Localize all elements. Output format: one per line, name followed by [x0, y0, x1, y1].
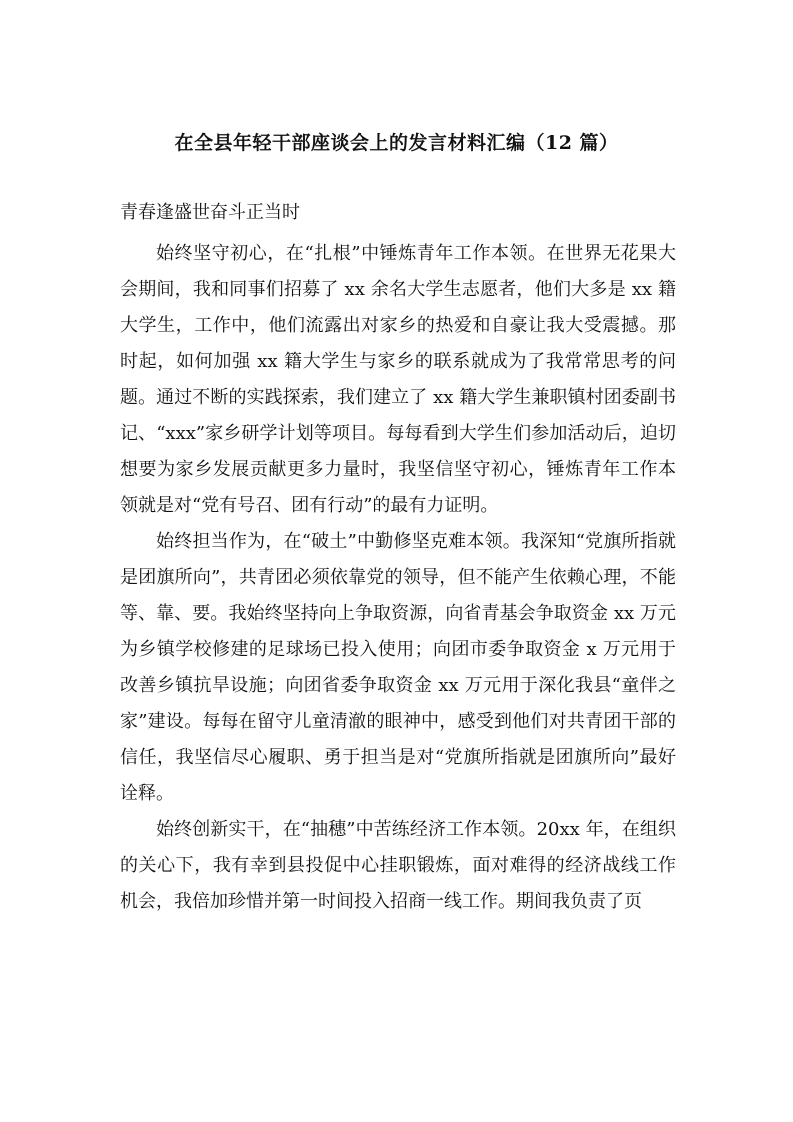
body-paragraph: 始终坚守初心，在“扎根”中锤炼青年工作本领。在世界无花果大会期间，我和同事们招募了 xx 余名大学生志愿者，他们大多是 xx 籍大学生，工作中，他们流露出对家乡的热爱和自豪让我大受震撼。那时起，如何加强 xx 籍大学生与家乡的联系就成为了我常常思考的问题。通过不断的实践探索，我们建立了 xx 籍大学生兼职镇村团委副书记、“xxx”家乡研学计划等项目。每每看到大学生们参加活动后，迫切想要为家乡发展贡献更多力量时，我坚信坚守初心，锤炼青年工作本领就是对“党有号召、团有行动”的最有力证明。	[120, 243, 676, 516]
body-paragraph: 始终担当作为，在“破土”中勤修坚克难本领。我深知“党旗所指就是团旗所向”，共青团必须依靠党的领导，但不能产生依赖心理，不能等、靠、要。我始终坚持向上争取资源，向省青基会争取资金 xx 万元为乡镇学校修建的足球场已投入使用；向团市委争取资金 x 万元用于改善乡镇抗旱设施；向团省委争取资金 xx 万元用于深化我县“童伴之家”建设。每每在留守儿童清澈的眼神中，感受到他们对共青团干部的信任，我坚信尽心履职、勇于担当是对“党旗所指就是团旗所向”最好诠释。	[120, 531, 676, 804]
body-paragraph: 始终创新实干，在“抽穗”中苦练经济工作本领。20xx 年，在组织的关心下，我有幸到县投促中心挂职锻炼，面对难得的经济战线工作机会，我倍加珍惜并第一时间投入招商一线工作。期间我负责了页	[120, 819, 676, 912]
document-body	[120, 236, 676, 920]
document-subtitle: 青春逢盛世奋斗正当时	[120, 202, 300, 223]
document-title: 在全县年轻干部座谈会上的发言材料汇编（12 篇）	[174, 132, 619, 154]
